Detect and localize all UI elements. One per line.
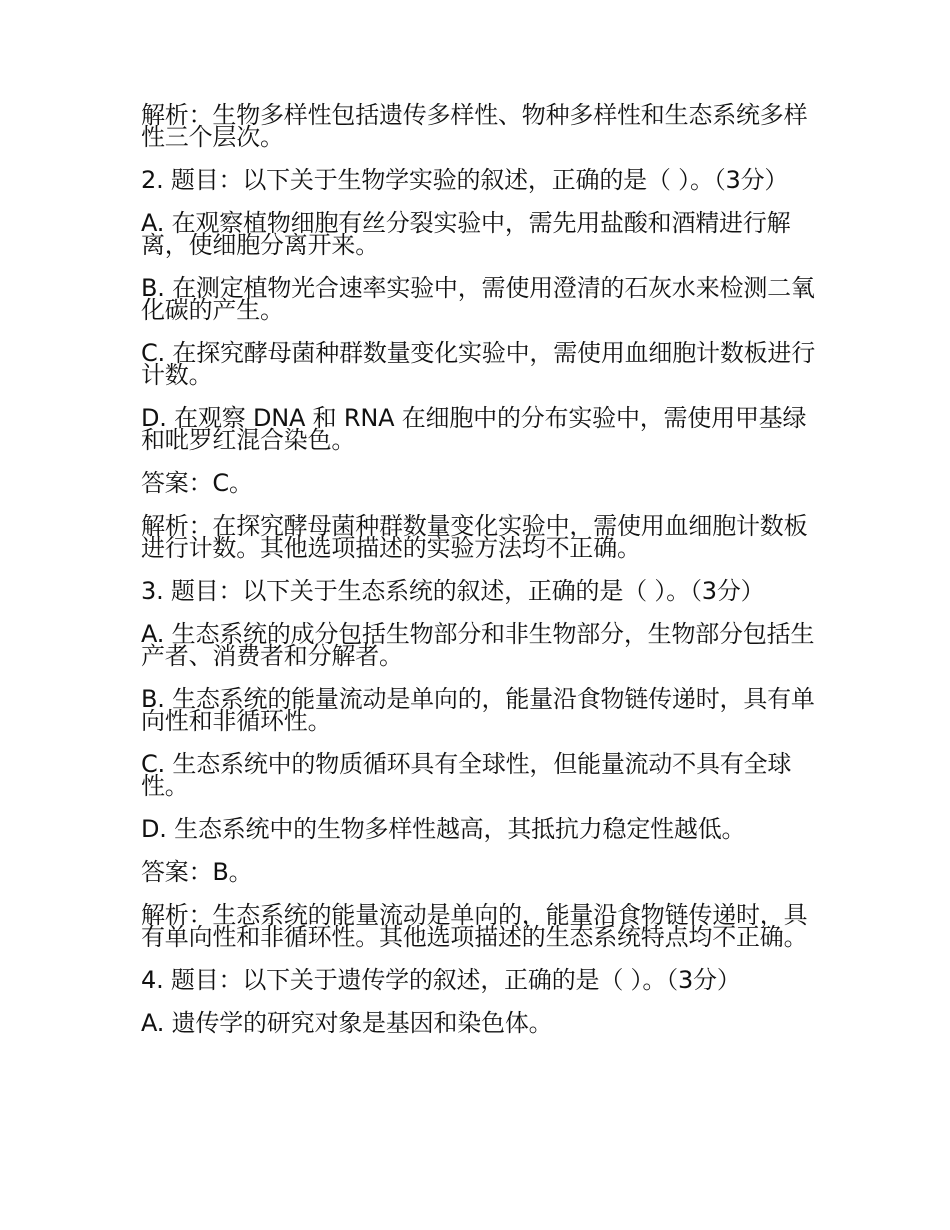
question-3-stem: 3. 题目：以下关于生态系统的叙述，正确的是（ ）。（3分） bbox=[141, 577, 765, 605]
question-3-option-b: B. 生态系统的能量流动是单向的，能量沿食物链传递时，具有单向性和非循环性。 bbox=[141, 685, 815, 735]
question-2-option-a: A. 在观察植物细胞有丝分裂实验中，需先用盐酸和酒精进行解离，使细胞分离开来。 bbox=[141, 209, 791, 259]
question-3-option-c: C. 生态系统中的物质循环具有全球性，但能量流动不具有全球性。 bbox=[141, 750, 792, 800]
question-2-option-d: D. 在观察 DNA 和 RNA 在细胞中的分布实验中，需使用甲基绿和吡罗红混合染色。 bbox=[141, 404, 807, 454]
question-2-option-c: C. 在探究酵母菌种群数量变化实验中，需使用血细胞计数板进行计数。 bbox=[141, 339, 816, 389]
question-2-answer: 答案：C。 bbox=[141, 469, 253, 497]
question-4-stem: 4. 题目：以下关于遗传学的叙述，正确的是（ ）。（3分） bbox=[141, 966, 741, 994]
question-3-option-a: A. 生态系统的成分包括生物部分和非生物部分，生物部分包括生产者、消费者和分解者。 bbox=[141, 620, 815, 670]
analysis-paragraph: 解析：生物多样性包括遗传多样性、物种多样性和生态系统多样性三个层次。 bbox=[141, 101, 808, 151]
question-4-option-a: A. 遗传学的研究对象是基因和染色体。 bbox=[141, 1009, 553, 1037]
document-page bbox=[141, 101, 821, 1055]
question-3-option-d: D. 生态系统中的生物多样性越高，其抵抗力稳定性越低。 bbox=[141, 815, 746, 843]
question-3-answer: 答案：B。 bbox=[141, 858, 253, 886]
question-2-analysis: 解析：在探究酵母菌种群数量变化实验中，需使用血细胞计数板进行计数。其他选项描述的实验方法均不正确。 bbox=[141, 512, 808, 562]
question-2-stem: 2. 题目：以下关于生物学实验的叙述，正确的是（ ）。（3分） bbox=[141, 166, 789, 194]
question-3-analysis: 解析：生态系统的能量流动是单向的，能量沿食物链传递时，具有单向性和非循环性。其他选项描述的生态系统特点均不正确。 bbox=[141, 901, 808, 951]
question-2-option-b: B. 在测定植物光合速率实验中，需使用澄清的石灰水来检测二氧化碳的产生。 bbox=[141, 274, 815, 324]
